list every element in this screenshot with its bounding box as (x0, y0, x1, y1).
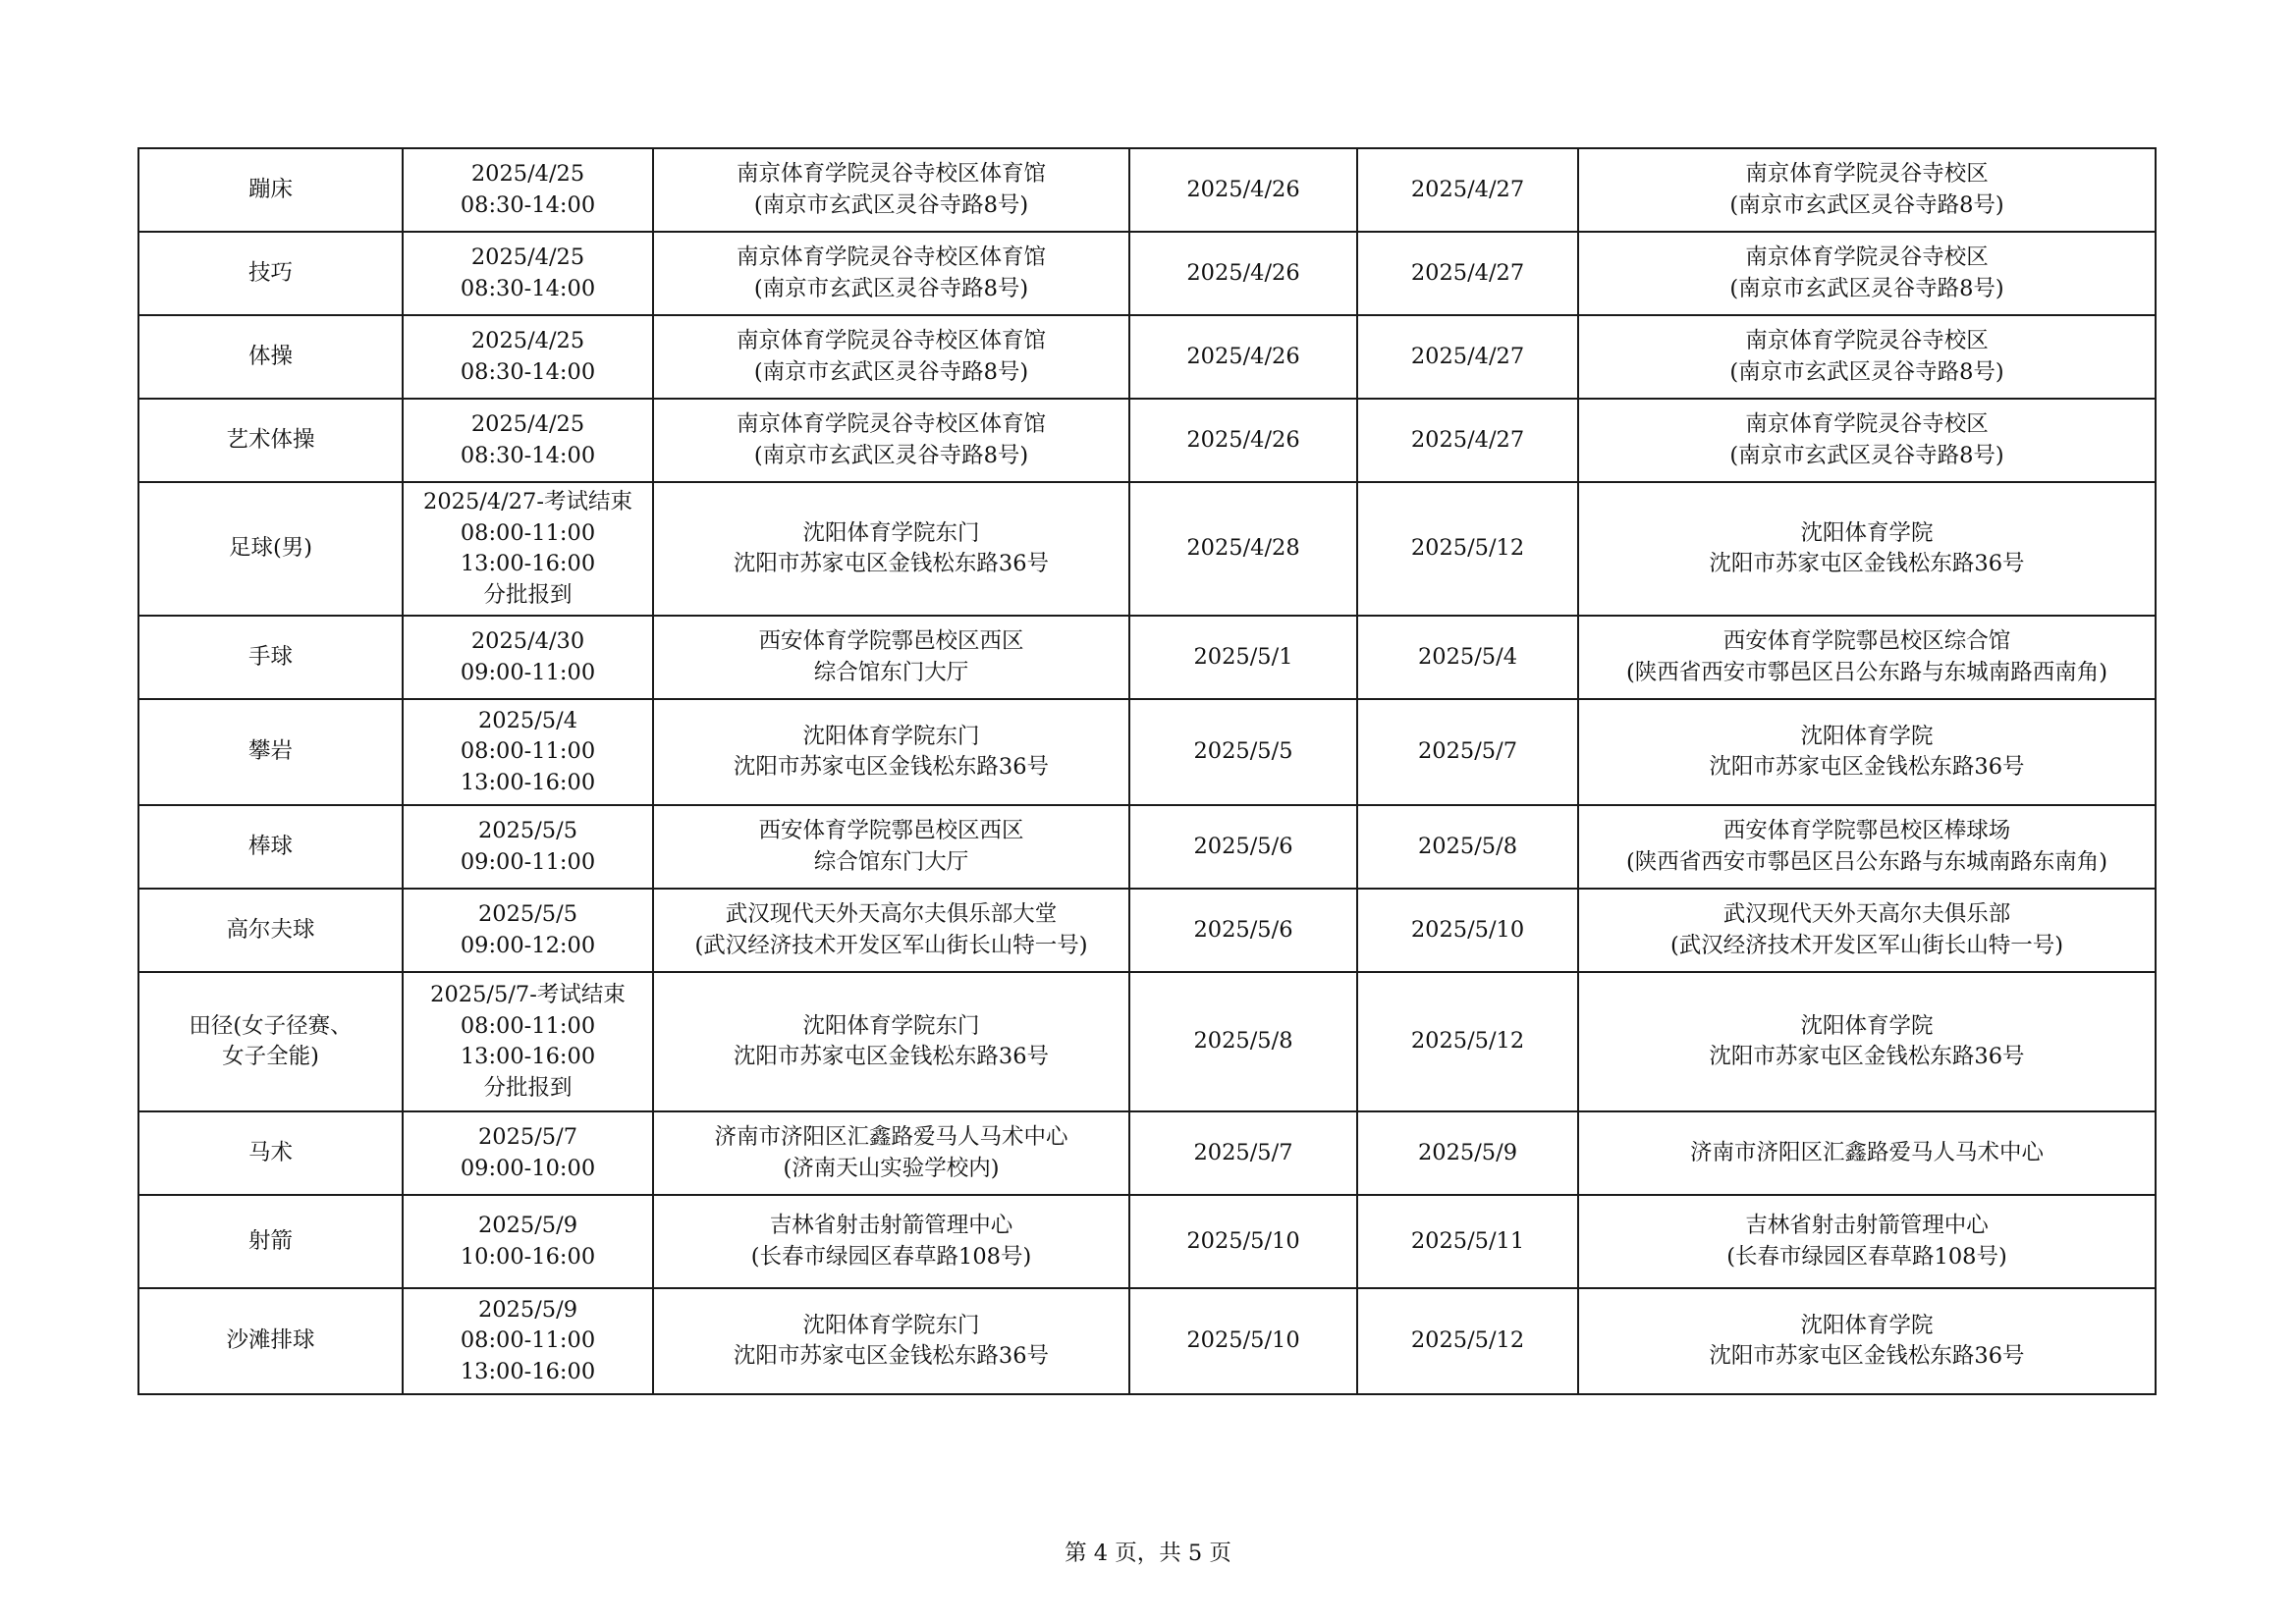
exam-start-cell: 2025/4/26 (1129, 232, 1357, 315)
report-place-cell: 南京体育学院灵谷寺校区体育馆 (南京市玄武区灵谷寺路8号) (653, 399, 1129, 482)
report-time-cell: 2025/5/7 09:00-10:00 (403, 1111, 653, 1195)
report-time-cell: 2025/5/9 08:00-11:00 13:00-16:00 (403, 1288, 653, 1394)
table-row (138, 148, 2156, 232)
exam-end-cell: 2025/4/27 (1357, 232, 1578, 315)
exam-end-cell: 2025/4/27 (1357, 399, 1578, 482)
event-cell: 沙滩排球 (138, 1288, 403, 1394)
schedule-table (137, 147, 2157, 1395)
event-cell: 高尔夫球 (138, 889, 403, 972)
exam-place-cell: 沈阳体育学院 沈阳市苏家屯区金钱松东路36号 (1578, 1288, 2156, 1394)
event-cell: 马术 (138, 1111, 403, 1195)
report-place-cell: 武汉现代天外天高尔夫俱乐部大堂 (武汉经济技术开发区军山街长山特一号) (653, 889, 1129, 972)
event-cell: 棒球 (138, 805, 403, 889)
event-cell: 足球(男) (138, 482, 403, 616)
exam-place-cell: 沈阳体育学院 沈阳市苏家屯区金钱松东路36号 (1578, 699, 2156, 805)
report-time-cell: 2025/4/25 08:30-14:00 (403, 232, 653, 315)
event-cell: 射箭 (138, 1195, 403, 1288)
exam-place-cell: 沈阳体育学院 沈阳市苏家屯区金钱松东路36号 (1578, 972, 2156, 1111)
report-place-cell: 沈阳体育学院东门 沈阳市苏家屯区金钱松东路36号 (653, 699, 1129, 805)
table-row (138, 315, 2156, 399)
exam-start-cell: 2025/4/26 (1129, 315, 1357, 399)
page-number: 第 4 页，共 5 页 (1065, 1541, 1231, 1566)
exam-start-cell: 2025/5/6 (1129, 805, 1357, 889)
exam-place-cell: 西安体育学院鄠邑校区综合馆 (陕西省西安市鄠邑区吕公东路与东城南路西南角) (1578, 616, 2156, 699)
table-row (138, 1195, 2156, 1288)
report-place-cell: 沈阳体育学院东门 沈阳市苏家屯区金钱松东路36号 (653, 1288, 1129, 1394)
report-place-cell: 南京体育学院灵谷寺校区体育馆 (南京市玄武区灵谷寺路8号) (653, 232, 1129, 315)
exam-start-cell: 2025/5/7 (1129, 1111, 1357, 1195)
exam-place-cell: 南京体育学院灵谷寺校区 (南京市玄武区灵谷寺路8号) (1578, 315, 2156, 399)
event-cell: 体操 (138, 315, 403, 399)
table-row (138, 699, 2156, 805)
table-row (138, 616, 2156, 699)
event-cell: 技巧 (138, 232, 403, 315)
exam-end-cell: 2025/4/27 (1357, 315, 1578, 399)
exam-place-cell: 南京体育学院灵谷寺校区 (南京市玄武区灵谷寺路8号) (1578, 232, 2156, 315)
report-time-cell: 2025/4/25 08:30-14:00 (403, 399, 653, 482)
event-cell: 攀岩 (138, 699, 403, 805)
report-time-cell: 2025/4/25 08:30-14:00 (403, 148, 653, 232)
report-place-cell: 济南市济阳区汇鑫路爱马人马术中心 (济南天山实验学校内) (653, 1111, 1129, 1195)
table-row (138, 1111, 2156, 1195)
exam-end-cell: 2025/4/27 (1357, 148, 1578, 232)
report-time-cell: 2025/4/27-考试结束 08:00-11:00 13:00-16:00 分批报到 (403, 482, 653, 616)
exam-place-cell: 沈阳体育学院 沈阳市苏家屯区金钱松东路36号 (1578, 482, 2156, 616)
event-cell: 手球 (138, 616, 403, 699)
exam-start-cell: 2025/5/8 (1129, 972, 1357, 1111)
table-row (138, 482, 2156, 616)
exam-start-cell: 2025/5/10 (1129, 1195, 1357, 1288)
exam-start-cell: 2025/5/10 (1129, 1288, 1357, 1394)
event-cell: 蹦床 (138, 148, 403, 232)
report-place-cell: 南京体育学院灵谷寺校区体育馆 (南京市玄武区灵谷寺路8号) (653, 315, 1129, 399)
report-place-cell: 南京体育学院灵谷寺校区体育馆 (南京市玄武区灵谷寺路8号) (653, 148, 1129, 232)
exam-end-cell: 2025/5/12 (1357, 482, 1578, 616)
report-time-cell: 2025/5/5 09:00-11:00 (403, 805, 653, 889)
report-time-cell: 2025/5/5 09:00-12:00 (403, 889, 653, 972)
event-cell: 田径(女子径赛、 女子全能) (138, 972, 403, 1111)
schedule-table-body (138, 148, 2156, 1394)
report-time-cell: 2025/4/30 09:00-11:00 (403, 616, 653, 699)
table-row (138, 399, 2156, 482)
report-time-cell: 2025/4/25 08:30-14:00 (403, 315, 653, 399)
exam-start-cell: 2025/4/26 (1129, 399, 1357, 482)
table-row (138, 889, 2156, 972)
exam-end-cell: 2025/5/8 (1357, 805, 1578, 889)
exam-end-cell: 2025/5/4 (1357, 616, 1578, 699)
report-time-cell: 2025/5/9 10:00-16:00 (403, 1195, 653, 1288)
exam-end-cell: 2025/5/12 (1357, 1288, 1578, 1394)
exam-end-cell: 2025/5/7 (1357, 699, 1578, 805)
exam-end-cell: 2025/5/11 (1357, 1195, 1578, 1288)
exam-place-cell: 西安体育学院鄠邑校区棒球场 (陕西省西安市鄠邑区吕公东路与东城南路东南角) (1578, 805, 2156, 889)
exam-end-cell: 2025/5/9 (1357, 1111, 1578, 1195)
exam-place-cell: 武汉现代天外天高尔夫俱乐部 (武汉经济技术开发区军山街长山特一号) (1578, 889, 2156, 972)
exam-place-cell: 吉林省射击射箭管理中心 (长春市绿园区春草路108号) (1578, 1195, 2156, 1288)
report-place-cell: 西安体育学院鄠邑校区西区 综合馆东门大厅 (653, 805, 1129, 889)
report-time-cell: 2025/5/7-考试结束 08:00-11:00 13:00-16:00 分批报到 (403, 972, 653, 1111)
exam-end-cell: 2025/5/12 (1357, 972, 1578, 1111)
table-row (138, 1288, 2156, 1394)
exam-start-cell: 2025/4/26 (1129, 148, 1357, 232)
exam-start-cell: 2025/4/28 (1129, 482, 1357, 616)
table-row (138, 232, 2156, 315)
exam-place-cell: 南京体育学院灵谷寺校区 (南京市玄武区灵谷寺路8号) (1578, 399, 2156, 482)
table-row (138, 805, 2156, 889)
event-cell: 艺术体操 (138, 399, 403, 482)
exam-end-cell: 2025/5/10 (1357, 889, 1578, 972)
table-row (138, 972, 2156, 1111)
exam-start-cell: 2025/5/6 (1129, 889, 1357, 972)
report-place-cell: 沈阳体育学院东门 沈阳市苏家屯区金钱松东路36号 (653, 482, 1129, 616)
report-place-cell: 沈阳体育学院东门 沈阳市苏家屯区金钱松东路36号 (653, 972, 1129, 1111)
exam-start-cell: 2025/5/5 (1129, 699, 1357, 805)
report-place-cell: 吉林省射击射箭管理中心 (长春市绿园区春草路108号) (653, 1195, 1129, 1288)
report-place-cell: 西安体育学院鄠邑校区西区 综合馆东门大厅 (653, 616, 1129, 699)
exam-place-cell: 南京体育学院灵谷寺校区 (南京市玄武区灵谷寺路8号) (1578, 148, 2156, 232)
exam-place-cell: 济南市济阳区汇鑫路爱马人马术中心 (1578, 1111, 2156, 1195)
exam-start-cell: 2025/5/1 (1129, 616, 1357, 699)
report-time-cell: 2025/5/4 08:00-11:00 13:00-16:00 (403, 699, 653, 805)
